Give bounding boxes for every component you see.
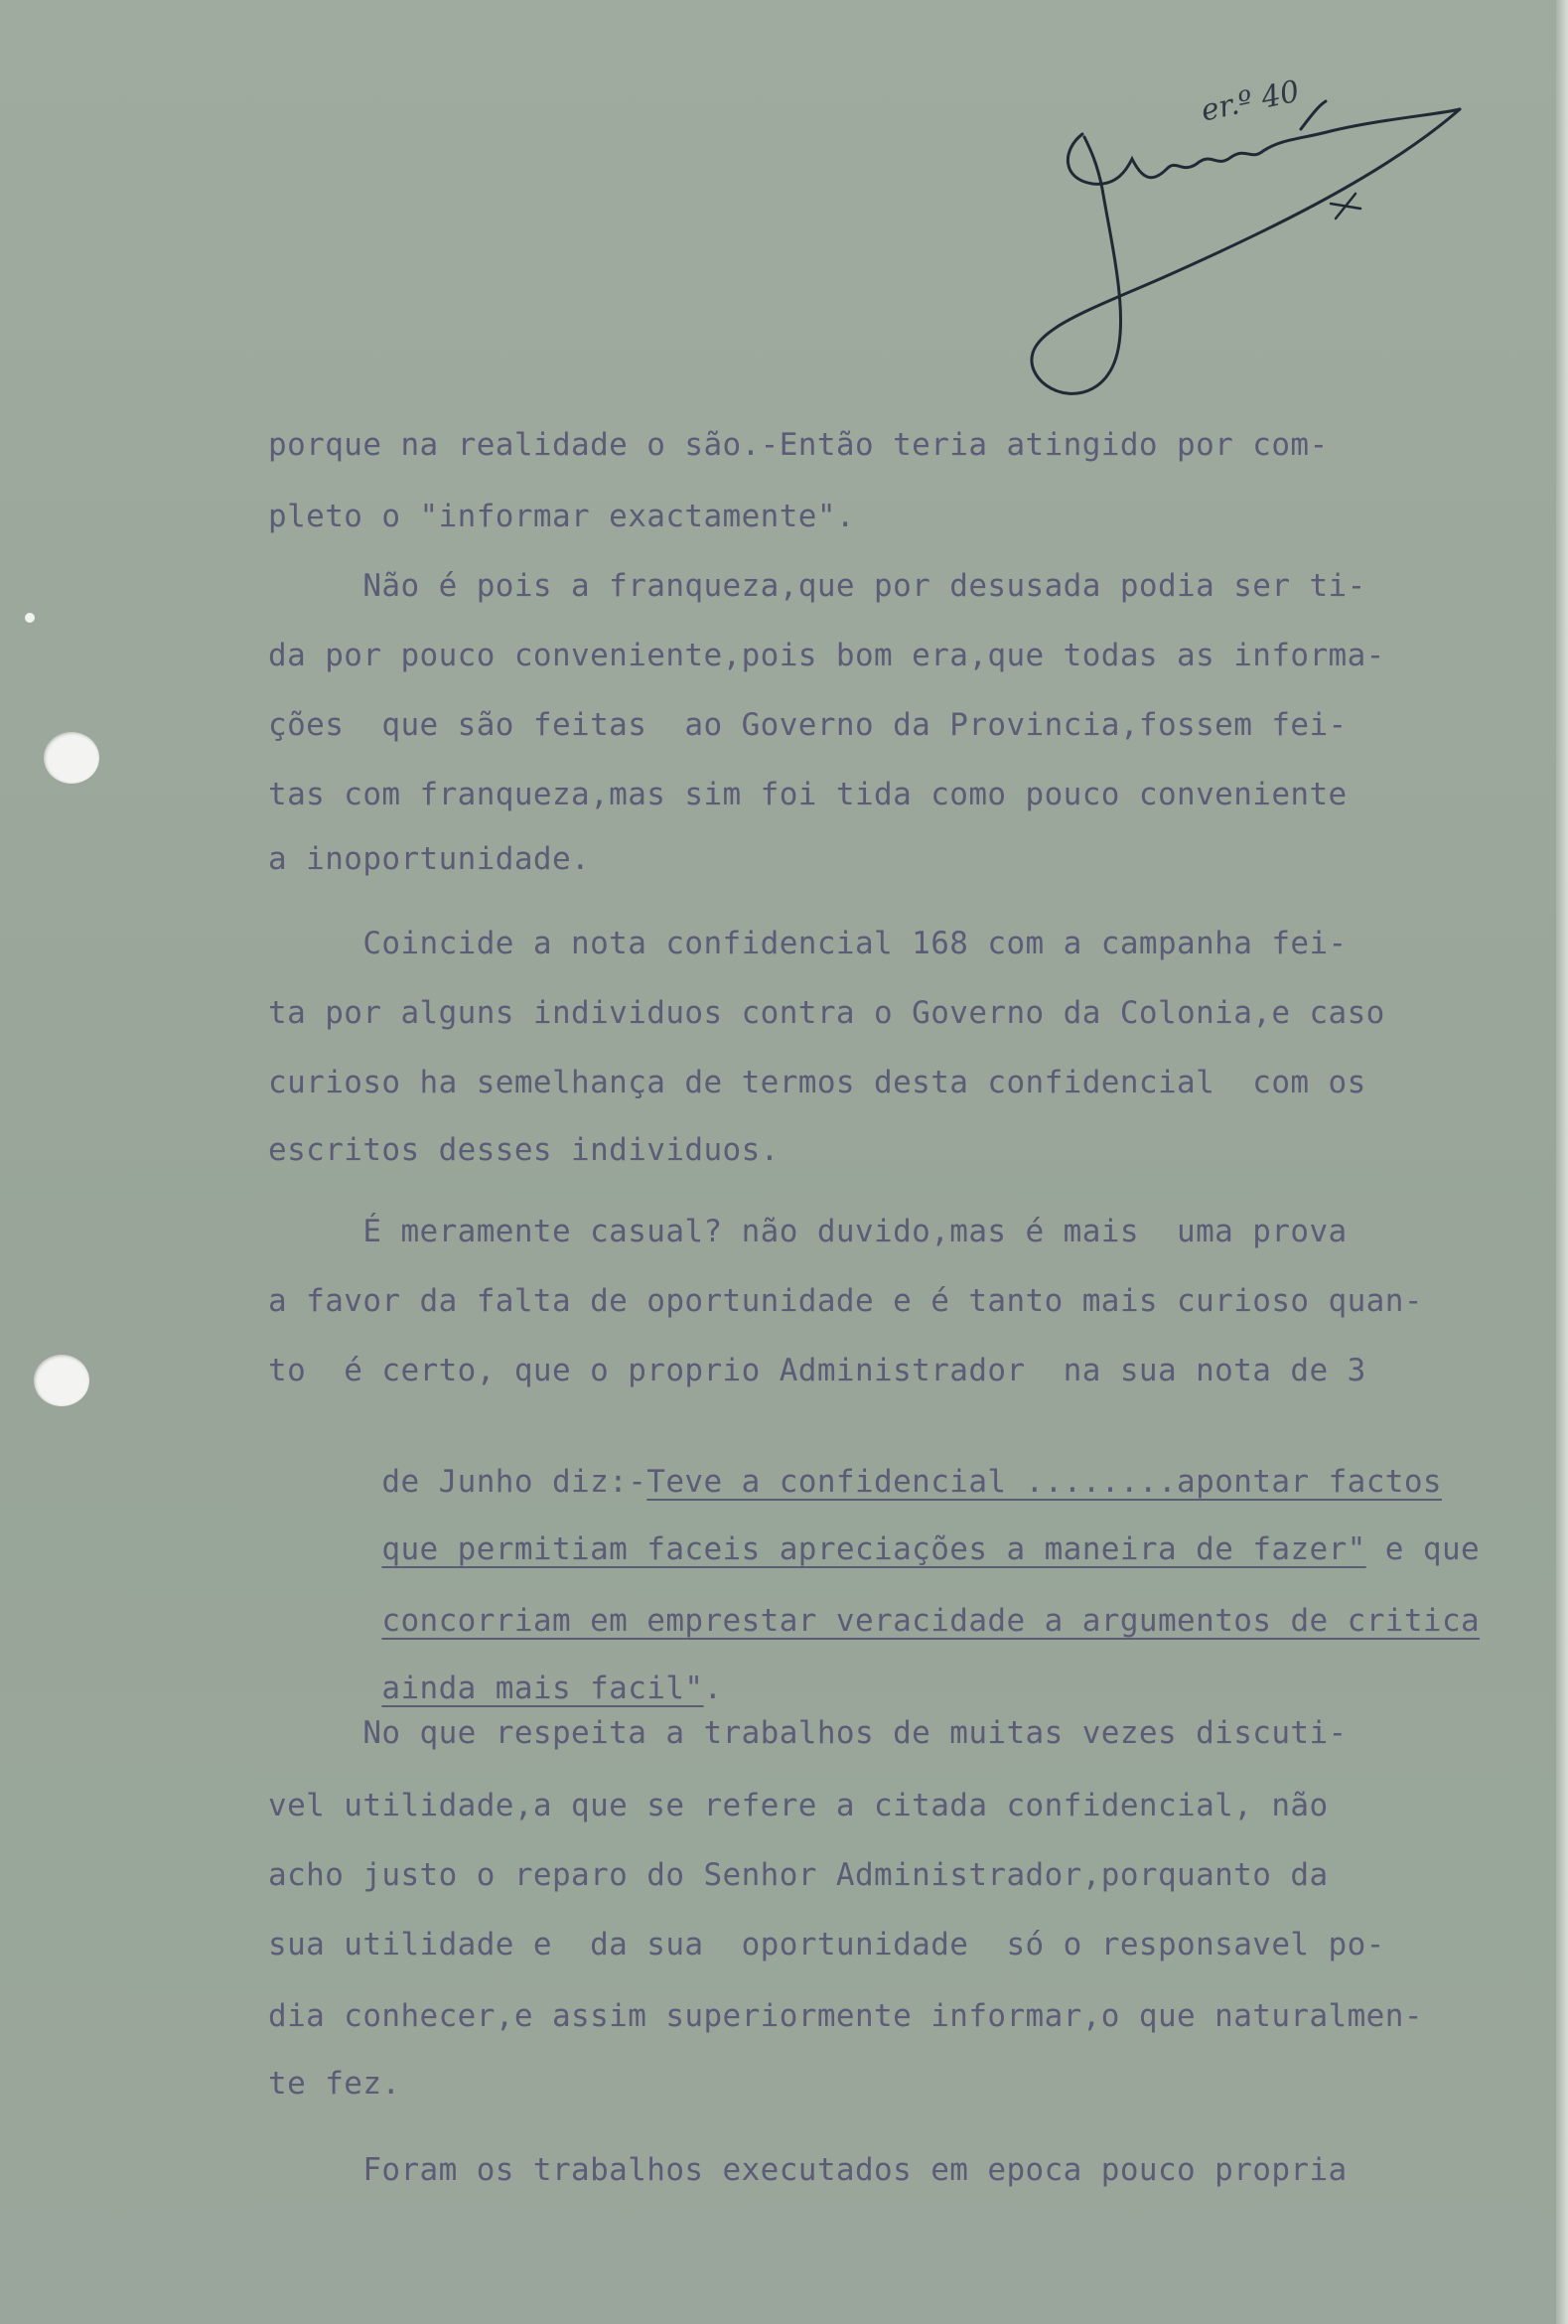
text-line: ções que são feitas ao Governo da Provincia,fossem fei-	[268, 707, 1348, 743]
text-line: a favor da falta de oportunidade e é tanto mais curioso quan-	[268, 1283, 1423, 1319]
paper-speck	[25, 613, 35, 623]
text-line: to é certo, que o proprio Administrador na sua nota de 3	[268, 1353, 1366, 1388]
text-line: te fez.	[268, 2066, 401, 2102]
text-line: Não é pois a franqueza,que por desusada podia ser ti-	[268, 568, 1366, 604]
text-segment: e que	[1365, 1531, 1481, 1567]
text-line	[268, 1629, 723, 1706]
text-segment: .	[703, 1670, 723, 1706]
text-line: curioso ha semelhança de termos desta confidencial com os	[268, 1065, 1366, 1100]
text-line	[268, 1422, 1442, 1500]
text-line: Coincide a nota confidencial 168 com a campanha fei-	[268, 926, 1348, 961]
underlined-quote: que permitiam faceis apreciações a maneira de fazer"	[381, 1531, 1366, 1567]
text-line: Foram os trabalhos executados em epoca pouco propria	[268, 2152, 1348, 2188]
punch-hole-bottom	[34, 1355, 89, 1406]
text-segment: de Junho diz:-	[381, 1464, 647, 1500]
text-line: tas com franqueza,mas sim foi tida como pouco conveniente	[268, 777, 1348, 812]
text-line: a inoportunidade.	[268, 841, 591, 877]
text-line: escritos desses individuos.	[268, 1132, 780, 1168]
text-line: vel utilidade,a que se refere a citada confidencial, não	[268, 1788, 1329, 1823]
underlined-quote: Teve a confidencial ........apontar factos	[646, 1464, 1442, 1500]
text-line: No que respeita a trabalhos de muitas vezes discuti-	[268, 1715, 1348, 1751]
underlined-quote: concorriam em emprestar veracidade a argumentos de critica	[381, 1603, 1481, 1639]
text-line: acho justo o reparo do Senhor Administrador,porquanto da	[268, 1857, 1329, 1893]
handwritten-note: er.º 40	[1198, 73, 1303, 129]
text-line: É meramente casual? não duvido,mas é mais uma prova	[268, 1214, 1348, 1249]
text-line: sua utilidade e da sua oportunidade só o responsavel po-	[268, 1927, 1385, 1962]
text-line: da por pouco conveniente,pois bom era,que todas as informa-	[268, 638, 1385, 673]
next-sheet-edge	[1556, 0, 1568, 2324]
text-line: dia conhecer,e assim superiormente informar,o que naturalmen-	[268, 1998, 1423, 2034]
text-line	[268, 1561, 1481, 1639]
text-line: porque na realidade o são.-Então teria atingido por com-	[268, 427, 1329, 463]
text-line: ta por alguns individuos contra o Governo da Colonia,e caso	[268, 995, 1385, 1031]
text-line: pleto o "informar exactamente".	[268, 499, 855, 534]
text-line	[268, 1490, 1481, 1567]
punch-hole-top	[44, 732, 99, 784]
handwritten-signature	[1003, 89, 1480, 417]
underlined-quote: ainda mais facil"	[381, 1670, 704, 1706]
